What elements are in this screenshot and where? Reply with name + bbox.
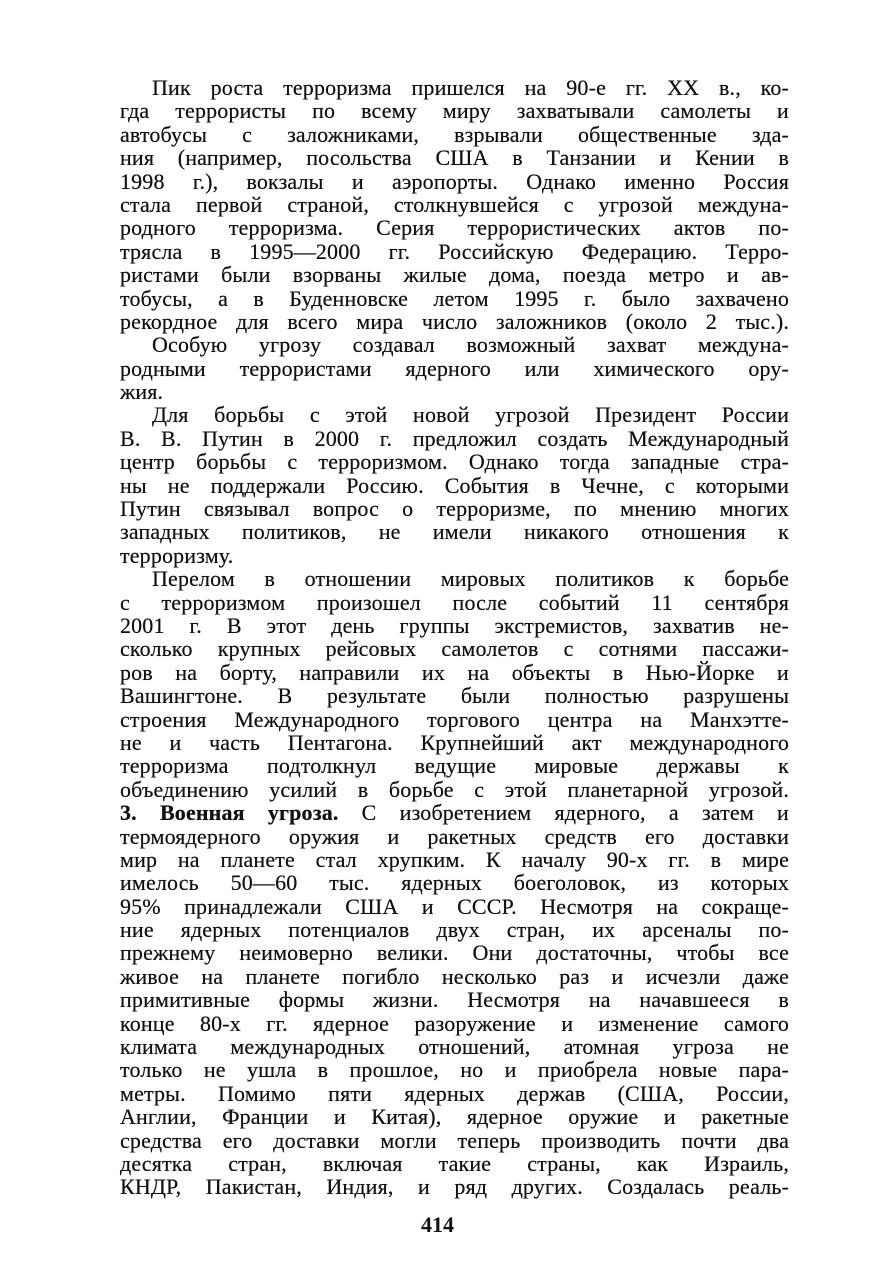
paragraph: [120, 403, 789, 567]
text-line: стала первой страной, столкнувшейся с угрозой междуна-: [120, 191, 789, 217]
text-line: трясла в 1995—2000 гг. Российскую Федерацию. Терро-: [120, 238, 789, 264]
text-line-rest: С изобретением ядерного, а затем и: [338, 800, 789, 826]
text-line: десятка стран, включая такие страны, как Израиль,: [120, 1150, 789, 1176]
text-line: термоядерного оружия и ракетных средств его доставки: [120, 823, 789, 849]
text-line: с терроризмом произошел после событий 11 сентября: [120, 589, 789, 615]
text-line: Особую угрозу создавал возможный захват междуна-: [152, 332, 789, 358]
paragraph: [120, 76, 789, 333]
text-line: ров на борту, направили их на объекты в Нью-Йорке и: [120, 659, 789, 685]
text-line: только не ушла в прошлое, но и приобрела новые пара-: [120, 1057, 789, 1083]
text-line: Пик роста терроризма пришелся на 90-е гг. XX в., ко-: [152, 75, 789, 100]
paragraph: [120, 567, 789, 801]
text-line: сколько крупных рейсовых самолетов с сотнями пассажи-: [120, 636, 789, 662]
text-line: живое на планете погибло несколько раз и исчезли даже: [120, 963, 789, 989]
text-line: [120, 801, 789, 824]
text-line: автобусы с заложниками, взрывали общественные зда-: [120, 121, 789, 147]
text-line: не и часть Пентагона. Крупнейший акт международного: [120, 729, 789, 755]
text-line: ристами были взорваны жилые дома, поезда метро и ав-: [120, 262, 789, 288]
paragraph: [120, 333, 789, 403]
text-line: 2001 г. В этот день группы экстремистов, захватив не-: [120, 612, 789, 638]
text-line: родного терроризма. Серия террористических актов по-: [120, 215, 789, 241]
text-line: рекордное для всего мира число заложников (около 2 тыс.).: [120, 308, 789, 334]
text-line: родными террористами ядерного или химического ору-: [120, 355, 789, 381]
text-line: Для борьбы с этой новой угрозой Президент России: [152, 402, 789, 428]
text-line: имелось 50—60 тыс. ядерных боеголовок, из которых: [120, 870, 789, 896]
text-line: В. В. Путин в 2000 г. предложил создать Международный: [120, 425, 789, 451]
paragraph: [120, 801, 789, 1199]
text-line: Перелом в отношении мировых политиков к борьбе: [152, 566, 789, 592]
text-line: примитивные формы жизни. Несмотря на начавшееся в: [120, 987, 789, 1013]
text-line: Вашингтоне. В результате были полностью разрушены: [120, 683, 789, 709]
text-line: ны не поддержали Россию. События в Чечне, с которыми: [120, 472, 789, 498]
text-line: 1998 г.), вокзалы и аэропорты. Однако именно Россия: [120, 168, 789, 194]
text-line: средства его доставки могли теперь производить почти два: [120, 1127, 789, 1153]
page-body: [120, 76, 789, 1199]
section-heading: 3. Военная угроза.: [120, 800, 339, 826]
text-line: ние ядерных потенциалов двух стран, их арсеналы по-: [120, 917, 789, 943]
text-line: Англии, Франции и Китая), ядерное оружие и ракетные: [120, 1104, 789, 1130]
text-line: жия.: [120, 379, 164, 405]
text-line: строения Международного торгового центра на Манхэтте-: [120, 706, 789, 732]
text-line: Путин связывал вопрос о терроризме, по мнению многих: [120, 496, 789, 522]
text-line: тобусы, а в Буденновске летом 1995 г. было захвачено: [120, 285, 789, 311]
text-line: ния (например, посольства США в Танзании и Кении в: [120, 145, 789, 171]
text-line: западных политиков, не имели никакого отношения к: [120, 519, 789, 545]
text-line: терроризма подтолкнул ведущие мировые державы к: [120, 753, 789, 779]
text-line: метры. Помимо пяти ядерных держав (США, России,: [120, 1080, 789, 1106]
text-line: терроризму.: [120, 542, 234, 568]
text-line: мир на планете стал хрупким. К началу 90-х гг. в мире: [120, 846, 789, 872]
text-line: КНДР, Пакистан, Индия, и ряд других. Создалась реаль-: [120, 1174, 789, 1200]
text-line: центр борьбы с терроризмом. Однако тогда западные стра-: [120, 449, 789, 475]
text-line: 95% принадлежали США и СССР. Несмотря на сокраще-: [120, 893, 789, 919]
text-line: гда террористы по всему миру захватывали самолеты и: [120, 98, 789, 124]
text-line: климата международных отношений, атомная угроза не: [120, 1034, 789, 1060]
text-line: прежнему неимоверно велики. Они достаточны, чтобы все: [120, 940, 789, 966]
text-line: конце 80-х гг. ядерное разоружение и изменение самого: [120, 1010, 789, 1036]
page-number: 414: [421, 1212, 454, 1237]
text-line: объединению усилий в борьбе с этой планетарной угрозой.: [120, 776, 789, 802]
